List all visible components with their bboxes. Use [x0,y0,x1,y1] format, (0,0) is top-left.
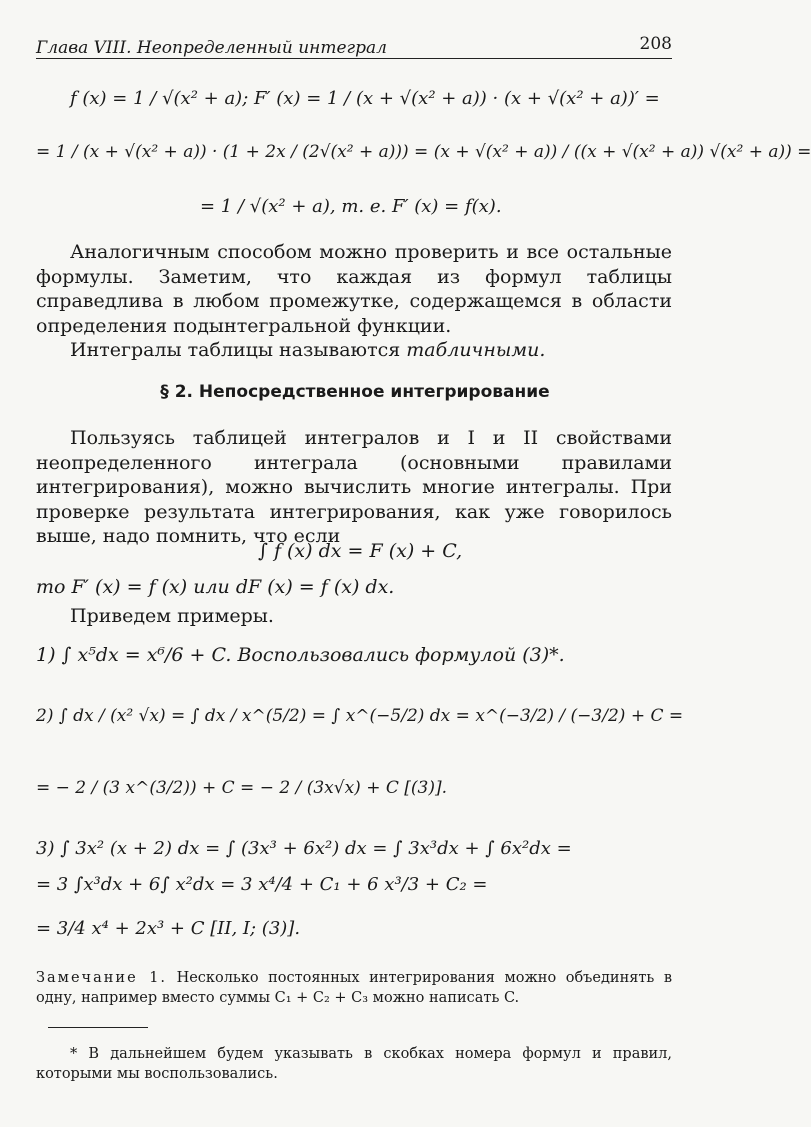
chapter-title: Глава VIII. Неопределенный интеграл [36,38,387,58]
footnote: * В дальнейшем будем указывать в скобках номера формул и правил, которыми мы воспользовались. [36,1046,672,1082]
paragraph-tabular [36,338,672,363]
example-3-line-2: = 3 ∫x³dx + 6∫ x²dx = 3 x⁴/4 + C₁ + 6 x³/3 + C₂ = [36,874,488,895]
example-1: 1) ∫ x⁵dx = x⁶/6 + C. Воспользовались формулой (3)*. [36,644,565,666]
running-header [36,32,672,59]
paragraph-direct-integration [36,426,672,549]
formula-derivative-1: f (x) = 1 / √(x² + a); F′ (x) = 1 / (x + √(x² + a)) · (x + √(x² + a))′ = [70,88,660,109]
examples-intro [36,604,672,629]
remark-text: Несколько постоянных интегрирования можно объединять в одну, например вместо суммы C₁ + C₂ + C₃ можно написать C. [36,970,672,1006]
footnote-separator [48,1027,148,1028]
tabular-emphasis: табличными. [406,339,546,361]
paragraph-text: Пользуясь таблицей интегралов и I и II свойствами неопределенного интеграла (основными правилами интегрирования), можно вычислить многие интегралы. При проверке результата интегрирования, как уже говорилось выше, надо помнить, что если [36,427,672,547]
page-number: 208 [639,34,672,54]
example-3-line-3: = 3/4 x⁴ + 2x³ + C [II, I; (3)]. [36,918,301,939]
example-3-line-1: 3) ∫ 3x² (x + 2) dx = ∫ (3x³ + 6x²) dx = ∫ 3x³dx + ∫ 6x²dx = [36,838,572,859]
remark-label: Замечание 1. [36,970,168,986]
tabular-text: Интегралы таблицы называются [70,339,407,361]
formula-indefinite-integral: ∫ f (x) dx = F (x) + C, [258,540,463,562]
formula-derivative-3: = 1 / √(x² + a), т. е. F′ (x) = f(x). [200,196,502,217]
example-2-line-2: = − 2 / (3 x^(3/2)) + C = − 2 / (3x√x) + C [(3)]. [36,778,447,798]
remark-1 [36,968,672,1008]
examples-intro-text: Приведем примеры. [70,605,274,627]
paragraph-formulas-valid [36,240,672,363]
formula-derivative-2: = 1 / (x + √(x² + a)) · (1 + 2x / (2√(x² + a))) = (x + √(x² + a)) / ((x + √(x² + a)) √(x² + a)) = [36,142,811,162]
example-2-line-1: 2) ∫ dx / (x² √x) = ∫ dx / x^(5/2) = ∫ x^(−5/2) dx = x^(−3/2) / (−3/2) + C = [36,706,684,726]
formula-derivative-condition: то F′ (x) = f (x) или dF (x) = f (x) dx. [36,576,395,598]
section-title: § 2. Непосредственное интегрирование [160,382,550,402]
paragraph-text: Аналогичным способом можно проверить и все остальные формулы. Заметим, что каждая из формул таблицы справедлива в любом промежутке, содержащемся в области определения подынтегральной функции. [36,241,672,337]
